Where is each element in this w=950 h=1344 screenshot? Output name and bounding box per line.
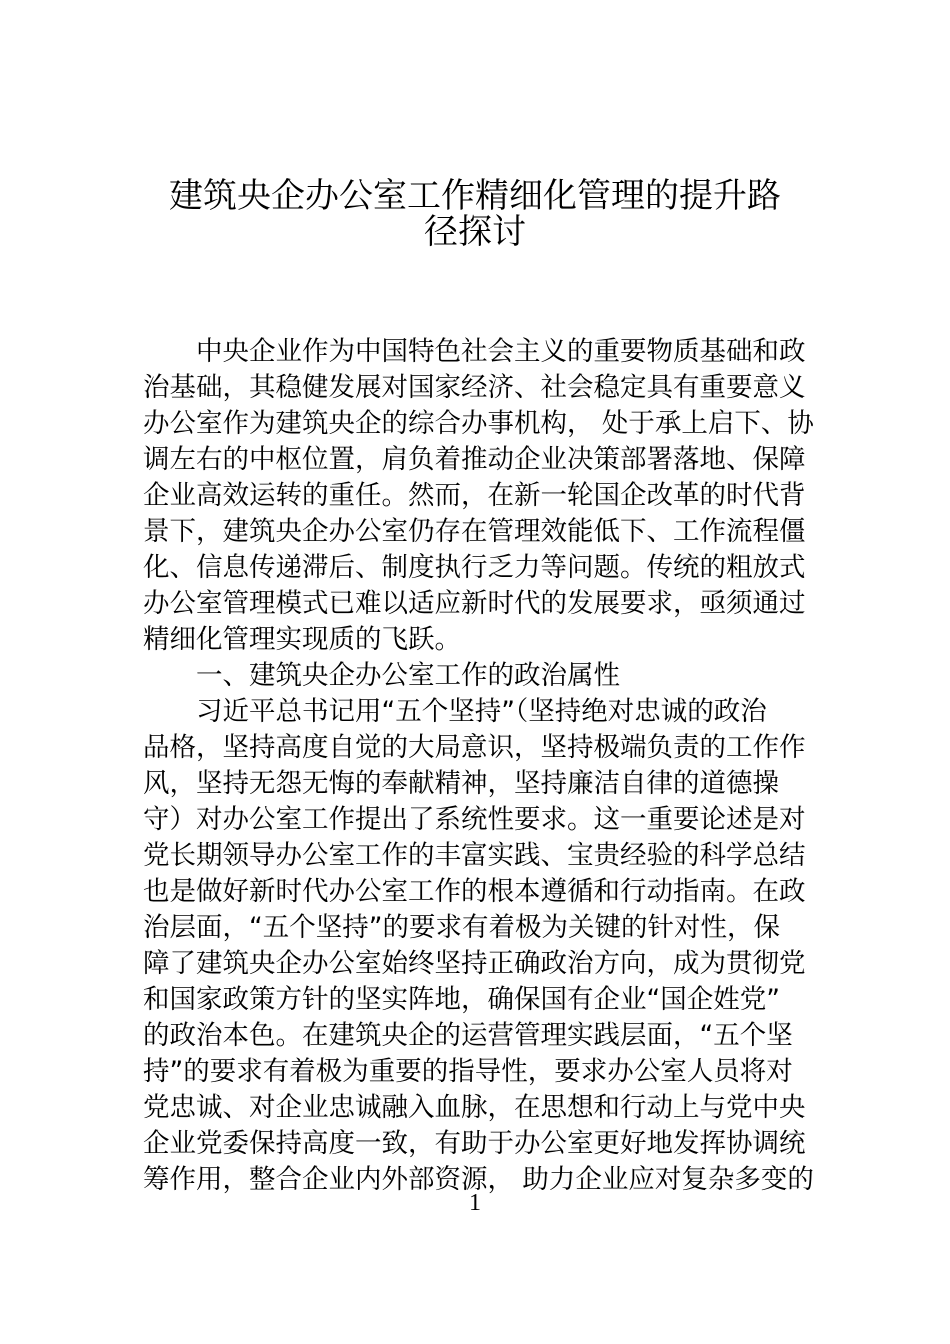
- paragraph-2-line: 障了建筑央企办公室始终坚持正确政治方向，成为贯彻党: [143, 948, 806, 979]
- paragraph-2-line: 也是做好新时代办公室工作的根本遵循和行动指南。在政: [143, 876, 806, 907]
- paragraph-2-line: 品格，坚持高度自觉的大局意识，坚持极端负责的工作作: [143, 732, 806, 763]
- page-number: 1: [469, 1190, 481, 1216]
- paragraph-1-line: 景下，建筑央企办公室仍存在管理效能低下、工作流程僵: [143, 516, 806, 547]
- paragraph-1-line: 中央企业作为中国特色社会主义的重要物质基础和政: [196, 336, 806, 367]
- paragraph-1-line: 化、信息传递滞后、制度执行乏力等问题。传统的粗放式: [143, 552, 806, 583]
- document-body: [143, 334, 814, 1198]
- paragraph-2-line: 守）对办公室工作提出了系统性要求。这一重要论述是对: [143, 804, 806, 835]
- paragraph-2-line: 党忠诚、对企业忠诚融入血脉，在思想和行动上与党中央: [143, 1092, 806, 1123]
- paragraph-1-line: 企业高效运转的重任。然而，在新一轮国企改革的时代背: [143, 480, 806, 511]
- document-title: [140, 161, 810, 252]
- paragraph-2-line: 党长期领导办公室工作的丰富实践、宝贵经验的科学总结: [143, 840, 806, 871]
- section-heading-1: 一、建筑央企办公室工作的政治属性: [196, 660, 620, 691]
- paragraph-2-line: 治层面，“五个坚持”的要求有着极为关键的针对性，保: [143, 912, 780, 943]
- paragraph-1-line: 调左右的中枢位置，肩负着推动企业决策部署落地、保障: [143, 444, 806, 475]
- paragraph-2-line: 持”的要求有着极为重要的指导性，要求办公室人员将对: [143, 1056, 793, 1087]
- paragraph-2-line: 企业党委保持高度一致，有助于办公室更好地发挥协调统: [143, 1128, 806, 1159]
- paragraph-2-line: 和国家政策方针的坚实阵地，确保国有企业“国企姓党”: [143, 984, 780, 1015]
- paragraph-1-line: 办公室管理模式已难以适应新时代的发展要求，亟须通过: [143, 588, 806, 619]
- paragraph-1-line: 精细化管理实现质的飞跃。: [143, 624, 461, 655]
- paragraph-2-line: 的政治本色。在建筑央企的运营管理实践层面，“五个坚: [143, 1020, 793, 1051]
- paragraph-2-line: 风，坚持无怨无悔的奉献精神，坚持廉洁自律的道德操: [143, 768, 779, 799]
- title-line-2: 径探讨: [424, 212, 526, 252]
- paragraph-1-line: 办公室作为建筑央企的综合办事机构， 处于承上启下、协: [143, 408, 814, 439]
- title-line-1: 建筑央企办公室工作精细化管理的提升路: [169, 176, 781, 216]
- paragraph-1-line: 治基础，其稳健发展对国家经济、社会稳定具有重要意义: [143, 372, 806, 403]
- paragraph-2-line: 习近平总书记用“五个坚持”（坚持绝对忠诚的政治: [196, 696, 767, 727]
- paragraph-2-line: 筹作用，整合企业内外部资源， 助力企业应对复杂多变的: [143, 1164, 814, 1195]
